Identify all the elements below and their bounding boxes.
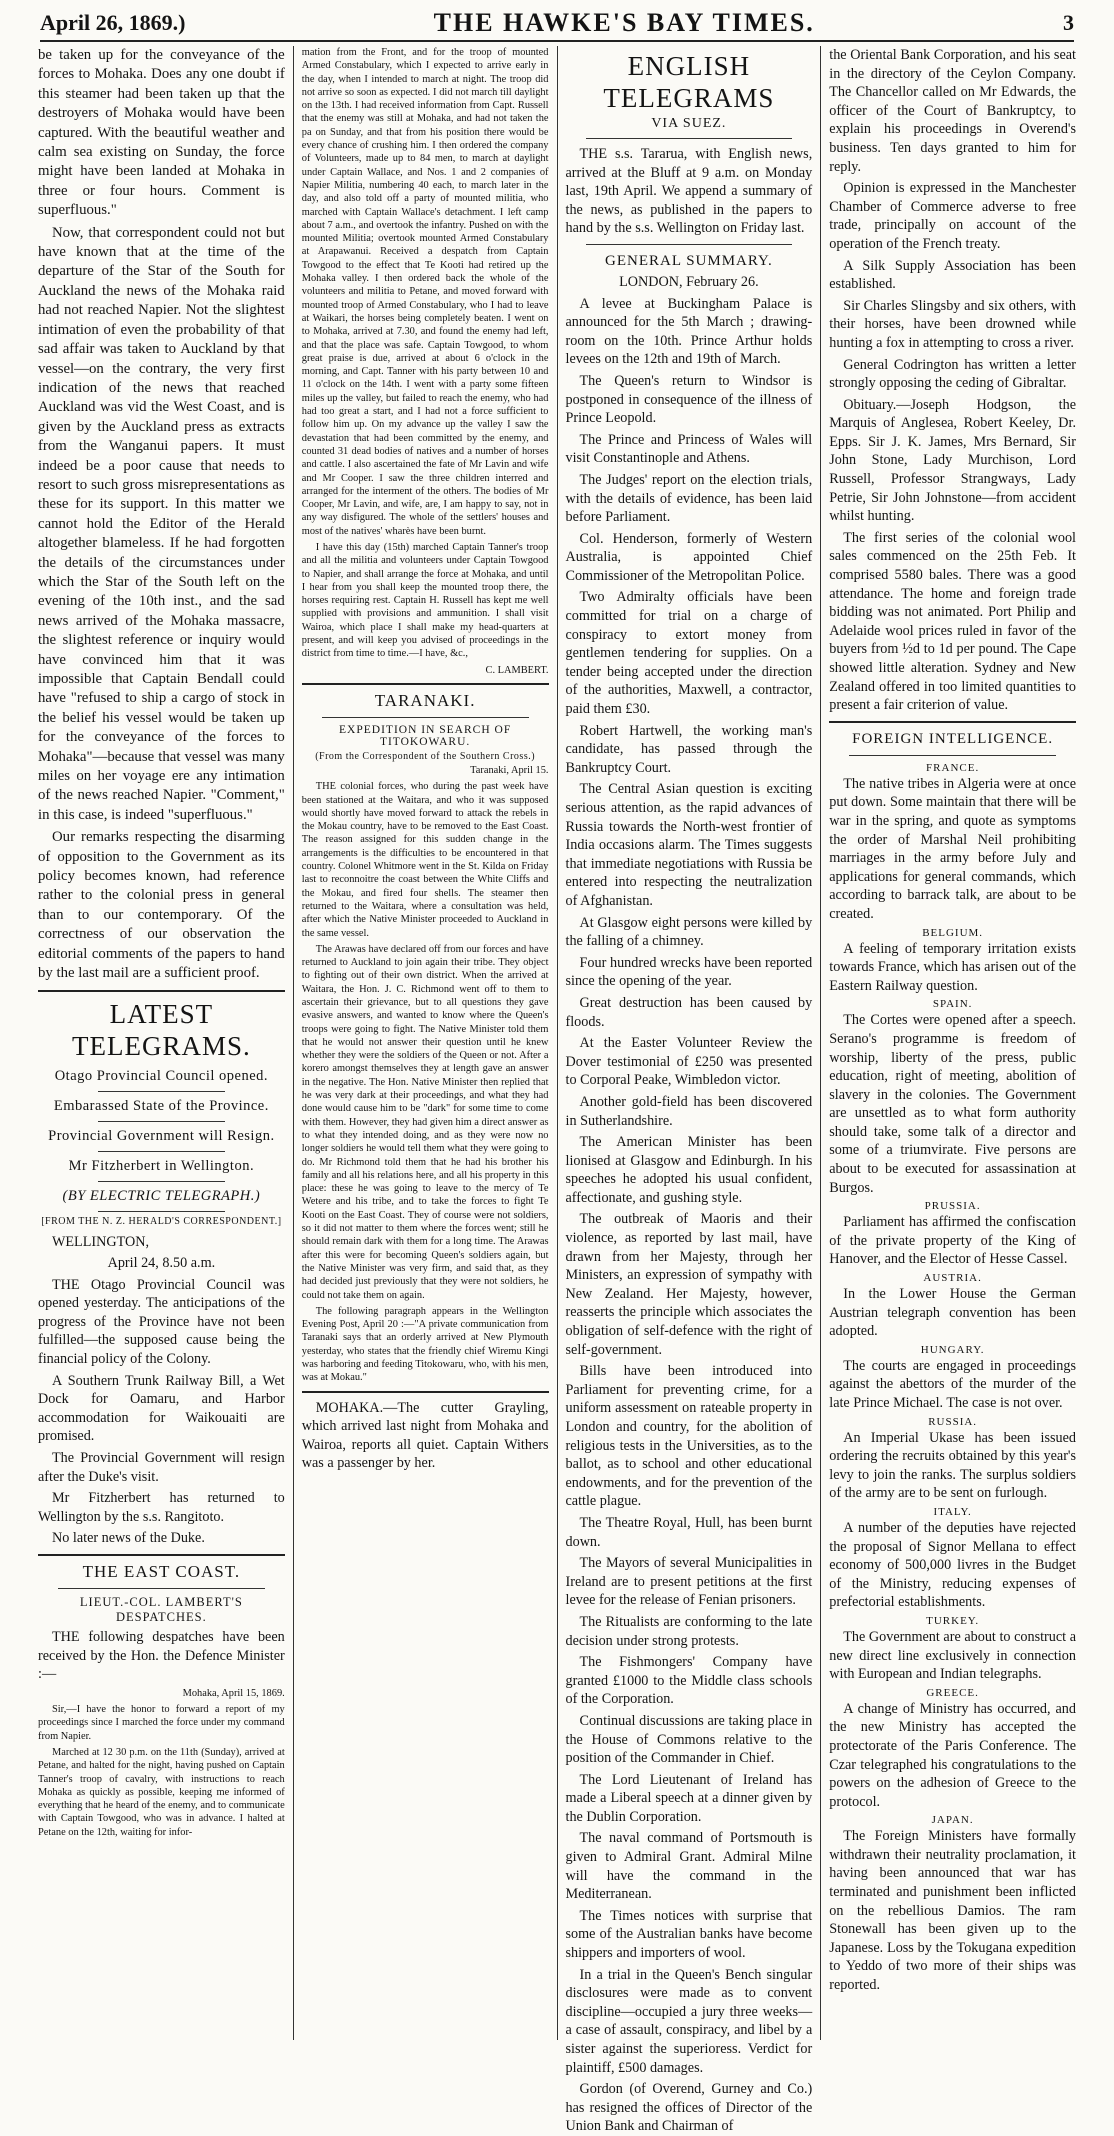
summary-item: General Codrington has written a letter strongly opposing the ceding of Gibraltar. bbox=[829, 356, 1076, 392]
taranaki-dateline: Taranaki, April 15. bbox=[470, 764, 549, 776]
east-coast-subheading: LIEUT.-COL. LAMBERT'S DESPATCHES. bbox=[79, 1595, 243, 1624]
country-paragraph: The Foreign Ministers have formally withdrawn their neutrality proclamation, it having been announced that war has terminated and punishment been inflicted on the rebellious Damios. The ram Stonewall has been given up to the Japanese. Loss by the Tokugana expedition to Yeddo of two more of their ships was reported. bbox=[829, 1828, 1076, 1994]
country-heading: BELGIUM. bbox=[922, 926, 984, 939]
summary-item: The Queen's return to Windsor is postponed in consequence of the illness of Prince Leopold. bbox=[565, 372, 813, 427]
summary-item: the Oriental Bank Corporation, and his seat in the directory of the Ceylon Company. The Chancellor called on Mr Edwards, the officer of the Court of Bankruptcy, to explain his proceedings in Overend's business. Ten days granted to him for reply. bbox=[829, 47, 1076, 175]
summary-item: The Prince and Princess of Wales will visit Constantinople and Athens. bbox=[565, 431, 813, 467]
country-paragraph: A number of the deputies have rejected the proposal of Signor Mellana to effect economy of 500,000 livres in the Budget of the Ministry, reducing expenses of prefectorial establishments. bbox=[829, 1519, 1076, 1611]
divider bbox=[98, 1211, 225, 1212]
divider bbox=[302, 683, 549, 685]
country-heading: GREECE. bbox=[926, 1686, 979, 1699]
divider bbox=[322, 717, 529, 718]
country-heading: TURKEY. bbox=[926, 1614, 980, 1627]
via-suez-subheading: VIA SUEZ. bbox=[651, 116, 727, 131]
summary-item: Great destruction has been caused by floods. bbox=[565, 994, 813, 1030]
despatch-paragraph: I have this day (15th) marched Captain Tanner's troop and all the militia and volunteers under Captain Towgood to Napier, and shall arrange the force at Mohaka, and until I hear from you shall keep the mounted troop there, the horses requiring rest. Captain H. Russell has kept me well supplied with provisions and ammunition. I shall visit Wairoa, which place I shall make my head-quarters at present, and will keep you advised of proceedings in the district from time to time.—I have, &c., bbox=[301, 541, 549, 660]
east-coast-heading: THE EAST COAST. bbox=[82, 1562, 241, 1581]
page-number: 3 bbox=[1062, 10, 1074, 35]
summary-item: The Judges' report on the election trials, with the details of evidence, has been laid before Parliament. bbox=[565, 471, 813, 526]
summary-item: Bills have been introduced into Parliament for preventing crime, for a uniform assessment on rateable property in London and country, for the abolition of religious tests in the Universities, as to the ballot, as to school and other educational endowments, and for the prevention of the cattle plague. bbox=[565, 1363, 813, 1510]
summary-item: The Mayors of several Municipalities in Ireland are to present petitions at the first levee for the release of Fenian prisoners. bbox=[565, 1555, 813, 1609]
electric-telegraph-label: (BY ELECTRIC TELEGRAPH.) bbox=[62, 1187, 261, 1204]
country-paragraph: A change of Ministry has occurred, and the new Ministry has accepted the protectorate of the Paris Conference. The Czar telegraphed his congratulations to the powers on the adhesion of Greece to the protocol. bbox=[829, 1700, 1076, 1810]
despatch-paragraph: mation from the Front, and for the troop of mounted Armed Constabulary, which I expected to arrive early in the day, when I intended to march at night. The troop did not arrive so soon as expected. I did not march till daylight on the 13th. I had received information from Capt. Russell that the enemy was still at Mohaka, and had not taken the pa on Sunday, and that from his position there would be every chance of crushing him. I then ordered the company of Volunteers, made up to 84 men, to march at daylight under Captain Wallace, and Nos. 1 and 2 companies of Napier Militia, numbering 40 each, to march later in the day, and also told off a party of mounted militia, who marched with Captain Wallace's detachment. I left camp about 7 a.m., and overtook the infantry. Pushed on with the mounted Militia; overtook mounted Armed Constabulary at Arapawanui. Received a despatch from Captain Towgood to the effect that Te Kooti had retired up the Mohaka valley. I then ordered back the whole of the volunteers and militia to Petane, and moved forward with mounted troop of Armed Constabulary, who I had to leave at Waikari, the horses being completely beaten. I went on to Mohaka, arrived at 7.30, and found the enemy had left, and that the place was safe. Captain Towgood, to whom great praise is due, arrived at about 6 o'clock in the morning, and Capt. Tanner with his party between 10 and 11 o'clock on the 14th. I went with a party some fifteen miles up the valley, but failed to reach the enemy, who had had too great a start, and I had not a force sufficient to follow him up. On my advance up the valley I saw the devastation that had been committed by the enemy, and counted 31 dead bodies of natives and a number of horses and cattle. I also ascertained the fate of Mr Lavin and wife and Mr Cooper. I saw the three children interred and arranged for the interment of the others. The bodies of Mr Cooper, Mr Lavin, and wife, are, I am happy to say, not in any way disfigured. The whole of the settlers' houses and most of the natives' wharès have been burnt. bbox=[301, 47, 549, 537]
summary-item: A levee at Buckingham Palace is announced for the 5th March ; drawing-room on the 10th. Prince Arthur holds levees on the 12th and 19th of March. bbox=[565, 295, 813, 368]
divider bbox=[38, 990, 285, 992]
issue-date: April 26, 1869.) bbox=[40, 10, 186, 35]
summary-item: Obituary.—Joseph Hodgson, the Marquis of Anglesea, Robert Keeley, Dr. Epps. Sir J. K. James, Mrs Bernard, Sir John Stone, Lady Murchison, Lord Russell, Professor Strangways, Lady Petrie, Sir John Johnstone—from accident whilst hunting. bbox=[829, 396, 1076, 525]
despatch-paragraph: Marched at 12 30 p.m. on the 11th (Sunday), arrived at Petane, and halted for the night, having pushed on Captain Tanner's troop of cavalry, with instructions to reach Mohaka as quickly as possible, keeping me informed of everything that he heard of the enemy, and to communicate with Captain Towgood, who was in advance. I halted at Petane on the 12th, waiting for infor- bbox=[38, 1746, 285, 1838]
country-paragraph: The Government are about to construct a new direct line exclusively in connection with European and Indian telegraphs. bbox=[829, 1628, 1076, 1683]
despatch-paragraph: Sir,—I have the honor to forward a report of my proceedings since I marched the force under my command from Napier. bbox=[38, 1704, 285, 1742]
taranaki-paragraph: The following paragraph appears in the Wellington Evening Post, April 20 :—"A private communication from Taranaki says that an orderly arrived at New Plymouth yesterday, who states that the friendly chief Wiremu Kingi was harboring and feeding Titokowaru, who, with his men, was at Mokau." bbox=[301, 1305, 549, 1384]
summary-item: At Glasgow eight persons were killed by the falling of a chimney. bbox=[565, 914, 813, 950]
summary-item: At the Easter Volunteer Review the Dover testimonial of £250 was presented to Corporal Peake, Wimbledon victor. bbox=[565, 1035, 813, 1089]
summary-item: Two Admiralty officials have been committed for trial on a charge of conspiracy to extort money from gentlemen tendering for supplies. On a tender being accepted under the direction of the authorities, Maxwell, a contractor, paid them £30. bbox=[565, 589, 813, 718]
divider bbox=[98, 1121, 225, 1122]
country-paragraph: Parliament has affirmed the confiscation of the private property of the King of Hanover, and the Elector of Hesse Cassel. bbox=[829, 1214, 1076, 1268]
general-summary-heading: GENERAL SUMMARY. bbox=[605, 252, 773, 269]
headline: Otago Provincial Council opened. bbox=[54, 1067, 269, 1084]
divider bbox=[98, 1181, 225, 1182]
country-heading: ITALY. bbox=[933, 1505, 972, 1518]
country-heading: HUNGARY. bbox=[920, 1343, 985, 1356]
divider bbox=[829, 721, 1076, 723]
summary-item: The first series of the colonial wool sales commenced on the 25th Feb. It comprised 5580 bales. There was a good attendance. The home and foreign trade bidding was not animated. Port Philip and Adelaide wool prices ruled in favor of the buyers from ½d to 1d per pound. The Cape showed little alteration. Sydney and New Zealand offered in too limited quantities to present a fair criterion of value. bbox=[829, 529, 1076, 714]
divider bbox=[586, 138, 793, 139]
dateline-place: WELLINGTON, bbox=[52, 1233, 150, 1250]
column-1 bbox=[30, 46, 293, 2040]
newspaper-title: THE HAWKE'S BAY TIMES. bbox=[433, 8, 815, 37]
article-paragraph: be taken up for the conveyance of the forces to Mohaka. Does any one doubt if this steamer had been taken up that the destroyers of Mohaka would have been captured. With the beautiful weather and calm sea existing on Sunday, the force might have been landed at Mohaka in three or four hours. Comment is superfluous." bbox=[38, 47, 285, 219]
article-paragraph: THE following despatches have been received by the Hon. the Defence Minister :— bbox=[38, 1629, 285, 1683]
country-paragraph: In the Lower House the German Austrian telegraph convention has been adopted. bbox=[829, 1286, 1076, 1340]
summary-item: The American Minister has been lionised at Glasgow and Edinburgh. In his speeches he adopted his usual confident, affectionate, and gushing style. bbox=[565, 1134, 813, 1206]
summary-item: The Times notices with surprise that some of the Australian banks have become shippers and importers of wool. bbox=[565, 1907, 813, 1962]
summary-item: In a trial in the Queen's Bench singular disclosures were made as to convent discipline—occupied a jury three weeks—a case of assault, conspiracy, and libel by a sister against the superioress. Verdict for plaintiff, £500 damages. bbox=[565, 1966, 813, 2076]
summary-item: Four hundred wrecks have been reported since the opening of the year. bbox=[565, 954, 813, 990]
summary-item: The outbreak of Maoris and their violence, as reported by last mail, have drawn from her Majesty, through her Ministers, an expression of sympathy with New Zealand. Her Majesty, however, reasserts the principle which associates the obligation of self-defence with the right of self-government. bbox=[565, 1211, 813, 1358]
despatch-dateline: Mohaka, April 15, 1869. bbox=[182, 1687, 285, 1699]
taranaki-subheading: EXPEDITION IN SEARCH OF TITOKOWARU. bbox=[339, 723, 512, 748]
divider bbox=[98, 1151, 225, 1152]
summary-item: The Lord Lieutenant of Ireland has made a Liberal speech at a dinner given by the Dublin Corporation. bbox=[565, 1771, 813, 1825]
summary-item: The Central Asian question is exciting serious attention, as the rapid advances of Russia towards the North-west frontier of India occasions alarm. The Times suggests that immediate negotiations with Russia be entered into respecting the neutralization of Afghanistan. bbox=[565, 781, 813, 909]
headline: Mr Fitzherbert in Wellington. bbox=[68, 1157, 255, 1174]
summary-item: Another gold-field has been discovered in Sutherlandshire. bbox=[565, 1093, 813, 1129]
article-paragraph: Our remarks respecting the disarming of opposition to the Government as its policy becomes known, had reference rather to the colonial press in general than to our contemporary. Of the correctness of our observation the editorial comments of the papers to hand by the last mail are a sufficient proof. bbox=[38, 829, 285, 982]
dateline-time: April 24, 8.50 a.m. bbox=[107, 1255, 216, 1272]
country-paragraph: A feeling of temporary irritation exists towards France, which has arisen out of the Eastern Railway question. bbox=[829, 940, 1076, 994]
country-heading: SPAIN. bbox=[932, 998, 973, 1011]
column-4 bbox=[820, 46, 1084, 2040]
column-3 bbox=[557, 46, 821, 2135]
telegram-paragraph: Mr Fitzherbert has returned to Wellington by the s.s. Rangitoto. bbox=[38, 1490, 285, 1525]
despatch-signature: C. LAMBERT. bbox=[485, 664, 549, 676]
divider bbox=[58, 1588, 265, 1589]
divider bbox=[586, 244, 793, 245]
headline: Embarassed State of the Province. bbox=[53, 1097, 269, 1114]
divider bbox=[302, 1391, 549, 1393]
article-paragraph: Now, that correspondent could not but have known that at the time of the departure of the Star of the South for Auckland the news of the Mohaka raid had not reached Napier. Not the slightest intimation of even the probability of that sad affair was taken to Auckland by that vessel—on the contrary, the very first indication of the news that reached Auckland was vid the West Coast, and is given by the Auckland press as extracts from the Wanganui papers. It must indeed be a poor cause that needs to resort to such gross misrepresentations as these for its support. In this matter we cannot hold the Editor of the Herald altogether blameless. If he had forgotten the details of the circumstances under which the Star of the South left on the evening of the 10th inst., and the sad news arrived of the Mohaka massacre, the slightest reference or inquiry would have convinced him that it was impossible that Captain Bendall could have "refused to ship a cargo of stock in the belief his vessel would be taken up for the conveyance of the forces to Mohaka"—because that vessel was many miles on her voyage ere any intimation of the news reached Napier. "Comment," in this case, is indeed "superfluous." bbox=[38, 224, 285, 823]
country-paragraph: The Cortes were opened after a speech. Serano's programme is freedom of worship, liberty of the press, public education, right of meeting, abolition of slavery in the colonies. The Government are unsettled as to what form authority should take, some talk of a director and some of a triumvirate. Five persons are about to be executed for assassination at Burgos. bbox=[829, 1012, 1076, 1196]
summary-item: Gordon (of Overend, Gurney and Co.) has resigned the offices of Director of the Union Bank and Chairman of bbox=[565, 2081, 813, 2135]
correspondent-credit: [FROM THE N. Z. HERALD'S CORRESPONDENT.] bbox=[41, 1215, 282, 1227]
taranaki-heading: TARANAKI. bbox=[374, 690, 476, 710]
country-paragraph: An Imperial Ukase has been issued ordering the recruits obtained by this year's levy to join the ranks. The surplus soldiers of the army are to be sent on furlough. bbox=[829, 1429, 1076, 1502]
summary-item: Robert Hartwell, the working man's candidate, has passed through the Bankruptcy Court. bbox=[565, 722, 813, 776]
summary-item: The naval command of Portsmouth is given to Admiral Grant. Admiral Milne will have the command in the Mediterranean. bbox=[565, 1830, 813, 1903]
taranaki-credit: (From the Correspondent of the Southern Cross.) bbox=[315, 750, 536, 762]
summary-item: The Fishmongers' Company have granted £1000 to the Middle class schools of the Corporation. bbox=[565, 1654, 813, 1708]
country-heading: PRUSSIA. bbox=[924, 1200, 981, 1213]
telegram-paragraph: No later news of the Duke. bbox=[52, 1530, 205, 1547]
country-paragraph: The courts are engaged in proceedings against the abettors of the murder of the late Prince Michael. The case is not over. bbox=[829, 1357, 1076, 1411]
intro-paragraph: THE s.s. Tararua, with English news, arrived at the Bluff at 9 a.m. on Monday last, 19th April. We append a summary of the news, as published in the papers to hand by the s.s. Wellington on Friday last. bbox=[565, 146, 813, 237]
country-paragraph: The native tribes in Algeria were at once put down. Some maintain that there will be war in the spring, and quote as symptoms the order of Marshal Neil prohibiting marriages in the army before July and applications for general commands, which according to barrack talk, are about to be created. bbox=[829, 775, 1076, 922]
country-heading: JAPAN. bbox=[931, 1814, 974, 1827]
country-heading: FRANCE. bbox=[926, 761, 980, 774]
country-heading: RUSSIA. bbox=[928, 1415, 978, 1428]
country-heading: AUSTRIA. bbox=[923, 1272, 982, 1285]
summary-item: Sir Charles Slingsby and six others, with their horses, have been drowned while hunting a fox in attempting to cross a river. bbox=[829, 297, 1076, 351]
taranaki-paragraph: The Arawas have declared off from our forces and have returned to Auckland to join again their tribe. They object to fighting out of their own district. When the arrived at Waitara, the Hon. J. C. Richmond went off to them to ascertain their grievance, but to all questions they gave evasive answers, and wanted to know where the Queen's troops were going to fight. The Native Minister told them that he would not answer their question until he knew whether they were the soldiers of the Queen or not. After a korero amongst themselves they at length gave an answer in the negative. The Hon. Native Minister then replied that he was very dark at their proceedings, and what they had done would cause him to be "dark" for some time to come with them. However, they had given him a direct answer as to what they intended doing, and as they were now no longer soldiers he would tell them what they were going to do. Mr Richmond told them that he had his brother his family and all his relations here, and all his property in this place: these he was going to leave to the mercy of Te Wetere and his tribe, and to take the forces to fight Te Kooti on the East Coast. They of course were not soldiers, so it did not matter to them where the forces went; still he should remain dark with them for a long time. The Arawas after this were for becoming Queen's soldiers again, but the Native Minister was very firm, and said that, as they had decided just previously that they were not soldiers, he could not take them on again. bbox=[301, 943, 549, 1301]
telegram-paragraph: The Provincial Government will resign after the Duke's visit. bbox=[38, 1450, 285, 1485]
column-2 bbox=[293, 46, 557, 2040]
foreign-intelligence-heading: FOREIGN INTELLIGENCE. bbox=[852, 730, 1054, 747]
summary-item: The Ritualists are conforming to the late decision under strong protests. bbox=[565, 1613, 813, 1649]
divider bbox=[38, 1554, 285, 1556]
headline: Provincial Government will Resign. bbox=[48, 1127, 275, 1144]
summary-dateline: LONDON, February 26. bbox=[619, 273, 759, 290]
summary-item: Continual discussions are taking place in the House of Commons relative to the position of the Commander in Chief. bbox=[565, 1712, 813, 1767]
summary-item: Opinion is expressed in the Manchester Chamber of Commerce adverse to free trade, principally on account of the operation of the French treaty. bbox=[829, 180, 1076, 252]
divider bbox=[849, 755, 1056, 756]
summary-item: Col. Henderson, formerly of Western Australia, is appointed Chief Commissioner of the Metropolitan Police. bbox=[565, 530, 813, 584]
divider bbox=[98, 1091, 225, 1092]
latest-telegrams-heading: LATEST TELEGRAMS. bbox=[72, 998, 251, 1061]
english-telegrams-heading: ENGLISH TELEGRAMS bbox=[603, 51, 775, 113]
telegram-paragraph: THE Otago Provincial Council was opened yesterday. The anticipations of the progress of the Province have not been fulfilled—the supposed cause being the financial policy of the Colony. bbox=[38, 1276, 285, 1368]
mohaka-paragraph: MOHAKA.—The cutter Grayling, which arrived last night from Mohaka and Wairoa, reports all quiet. Captain Withers was a passenger by her. bbox=[301, 1399, 549, 1472]
summary-item: The Theatre Royal, Hull, has been burnt down. bbox=[565, 1514, 813, 1550]
telegram-paragraph: A Southern Trunk Railway Bill, a Wet Dock for Oamaru, and Harbor accommodation for Waikouaiti are promised. bbox=[38, 1372, 285, 1445]
masthead bbox=[40, 6, 1074, 42]
columns bbox=[30, 46, 1084, 2135]
summary-item: A Silk Supply Association has been established. bbox=[829, 257, 1076, 293]
taranaki-paragraph: THE colonial forces, who during the past week have been stationed at the Waitara, and who it was supposed would shortly have moved forward to attack the rebels in the Mokau country, have to be removed to the East Coast. The reason assigned for this sudden change in the arrangements is the difficulties to be encountered in that country. Colonel Whitmore went in the St. Kilda on Friday last to reconnoitre the coast between the White Cliffs and the Mokau, and fired four shells. The steamer then returned to the Waitara, where a consultation was held, after which the Native Minister proceeded to Auckland in the same vessel. bbox=[301, 781, 549, 939]
